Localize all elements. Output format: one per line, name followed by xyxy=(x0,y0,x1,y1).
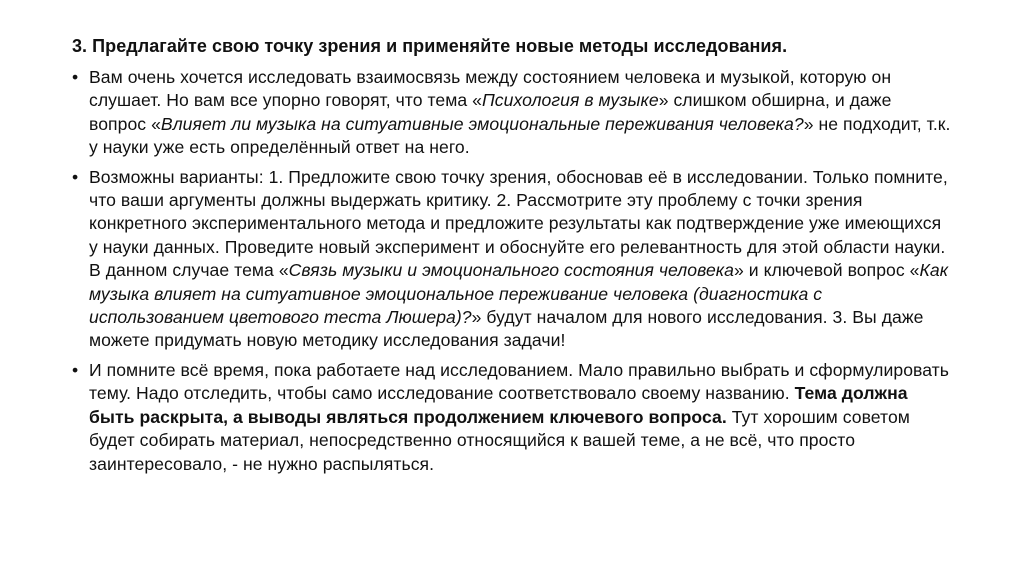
bullet2-text-1: Возможны варианты: 1. Предложите свою точку зрения, обосновав её в исследовании. Только помните, что ваши аргументы должны выдержать критику. 2. Рассмотрите эту проблему с точки зрения конкретного экспериментального метода и предложите результаты как подтверждение уже имеющихся у науки данных. Проведите новый эксперимент и обоснуйте его релевантность для этой области науки. В данном случае тема « xyxy=(89,166,948,281)
bullet-item-3 xyxy=(72,359,952,476)
bullet1-text-1: Вам очень хочется исследовать взаимосвязь между состоянием человека и музыкой, которую он слушает. Но вам все упорно говорят, что тема « xyxy=(89,67,892,111)
bullet2-text-2: » и ключевой вопрос « xyxy=(734,260,920,281)
slide-content xyxy=(72,34,952,482)
bullet-dot-icon: • xyxy=(72,166,79,187)
bullet1-text-2: » слишком обширна, и даже вопрос « xyxy=(89,90,892,134)
bullet3-bold-statement: Тема должна быть раскрыта, а выводы являться продолжением ключевого вопроса. xyxy=(89,383,908,427)
bullet-item-2 xyxy=(72,166,952,353)
bullet-list xyxy=(72,66,952,476)
slide-heading: 3. Предлагайте свою точку зрения и применяйте новые методы исследования. xyxy=(72,36,788,56)
bullet2-question-italic: Как музыка влияет на ситуативное эмоциональное переживание человека (диагностика с использованием цветового теста Люшера)? xyxy=(89,260,949,328)
bullet-item-1 xyxy=(72,66,952,160)
bullet-dot-icon: • xyxy=(72,67,79,87)
bullet2-topic-italic: Связь музыки и эмоционального состояния человека xyxy=(288,260,734,281)
bullet1-topic-italic: Психология в музыке xyxy=(482,90,659,111)
bullet3-text-2: Тут хорошим советом будет собирать материал, непосредственно относящийся к вашей теме, а не всё, что просто заинтересовало, - не нужно распыляться. xyxy=(89,406,910,474)
bullet-dot-icon: • xyxy=(72,359,79,380)
bullet1-text-3: » не подходит, т.к. у науки уже есть определённый ответ на него. xyxy=(89,113,951,158)
bullet1-question-italic: Влияет ли музыка на ситуативные эмоциональные переживания человека? xyxy=(160,113,804,134)
bullet3-text-1: И помните всё время, пока работаете над исследованием. Мало правильно выбрать и сформулировать тему. Надо отследить, чтобы само исследование соответствовало своему названию. xyxy=(89,359,949,404)
bullet2-text-3: » будут началом для нового исследования. 3. Вы даже можете придумать новую методику исследования задачи! xyxy=(89,307,924,351)
